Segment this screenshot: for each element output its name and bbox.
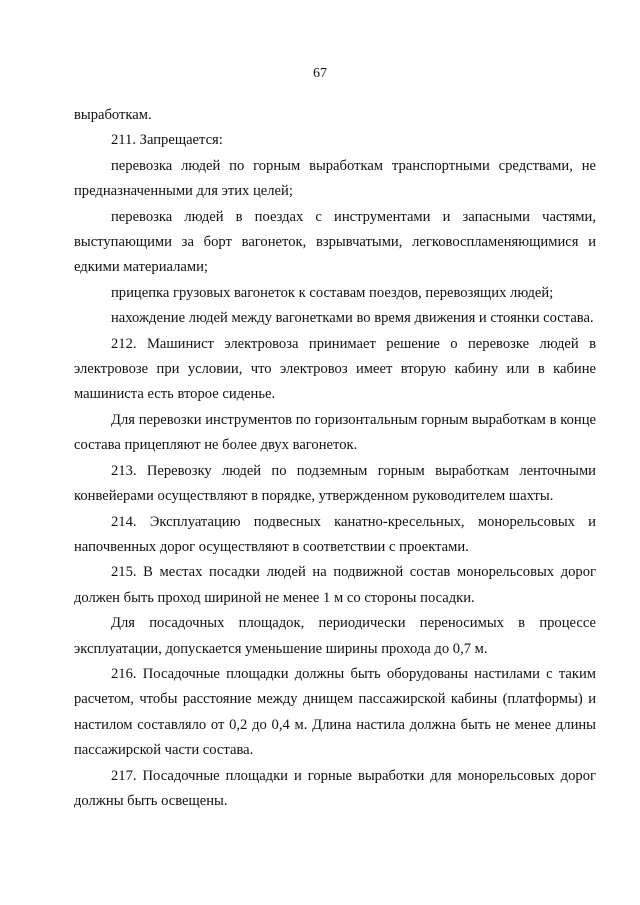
- paragraph: Для посадочных площадок, периодически переносимых в процессе эксплуатации, допускается уменьшение ширины прохода до 0,7 м.: [74, 615, 596, 657]
- paragraph: 215. В местах посадки людей на подвижной состав монорельсовых дорог должен быть проход шириной не менее 1 м со стороны посадки.: [74, 564, 596, 606]
- page-number: 67: [313, 66, 327, 81]
- paragraph: 216. Посадочные площадки должны быть оборудованы настилами с таким расчетом, чтобы расстояние между днищем пассажирской кабины (платформы) и настилом составляло от 0,2 до 0,4 м. Длина настила должна быть не менее длины пассажирской части состава.: [74, 665, 596, 759]
- paragraph: выработкам.: [74, 107, 152, 123]
- document-body: [74, 103, 596, 814]
- paragraph: перевозка людей в поездах с инструментами и запасными частями, выступающими за борт вагонеток, взрывчатыми, легковоспламеняющимися и едкими материалами;: [74, 208, 596, 276]
- paragraph: перевозка людей по горным выработкам транспортными средствами, не предназначенными для этих целей;: [74, 157, 596, 200]
- paragraph: 213. Перевозку людей по подземным горным выработкам ленточными конвейерами осуществляют в порядке, утвержденном руководителем шахты.: [74, 462, 596, 505]
- paragraph: 217. Посадочные площадки и горные выработки для монорельсовых дорог должны быть освещены.: [74, 767, 596, 809]
- paragraph: прицепка грузовых вагонеток к составам поездов, перевозящих людей;: [111, 284, 554, 301]
- paragraph: 211. Запрещается:: [111, 132, 223, 149]
- paragraph: 214. Эксплуатацию подвесных канатно-кресельных, монорельсовых и напочвенных дорог осуществляют в соответствии с проектами.: [74, 513, 596, 555]
- paragraph: 212. Машинист электровоза принимает решение о перевозке людей в электровозе при условии, что электровоз имеет вторую кабину или в кабине машиниста есть второе сиденье.: [74, 335, 596, 403]
- paragraph: нахождение людей между вагонетками во время движения и стоянки состава.: [111, 310, 594, 327]
- paragraph: Для перевозки инструментов по горизонтальным горным выработкам в конце состава прицепляют не более двух вагонеток.: [74, 411, 596, 454]
